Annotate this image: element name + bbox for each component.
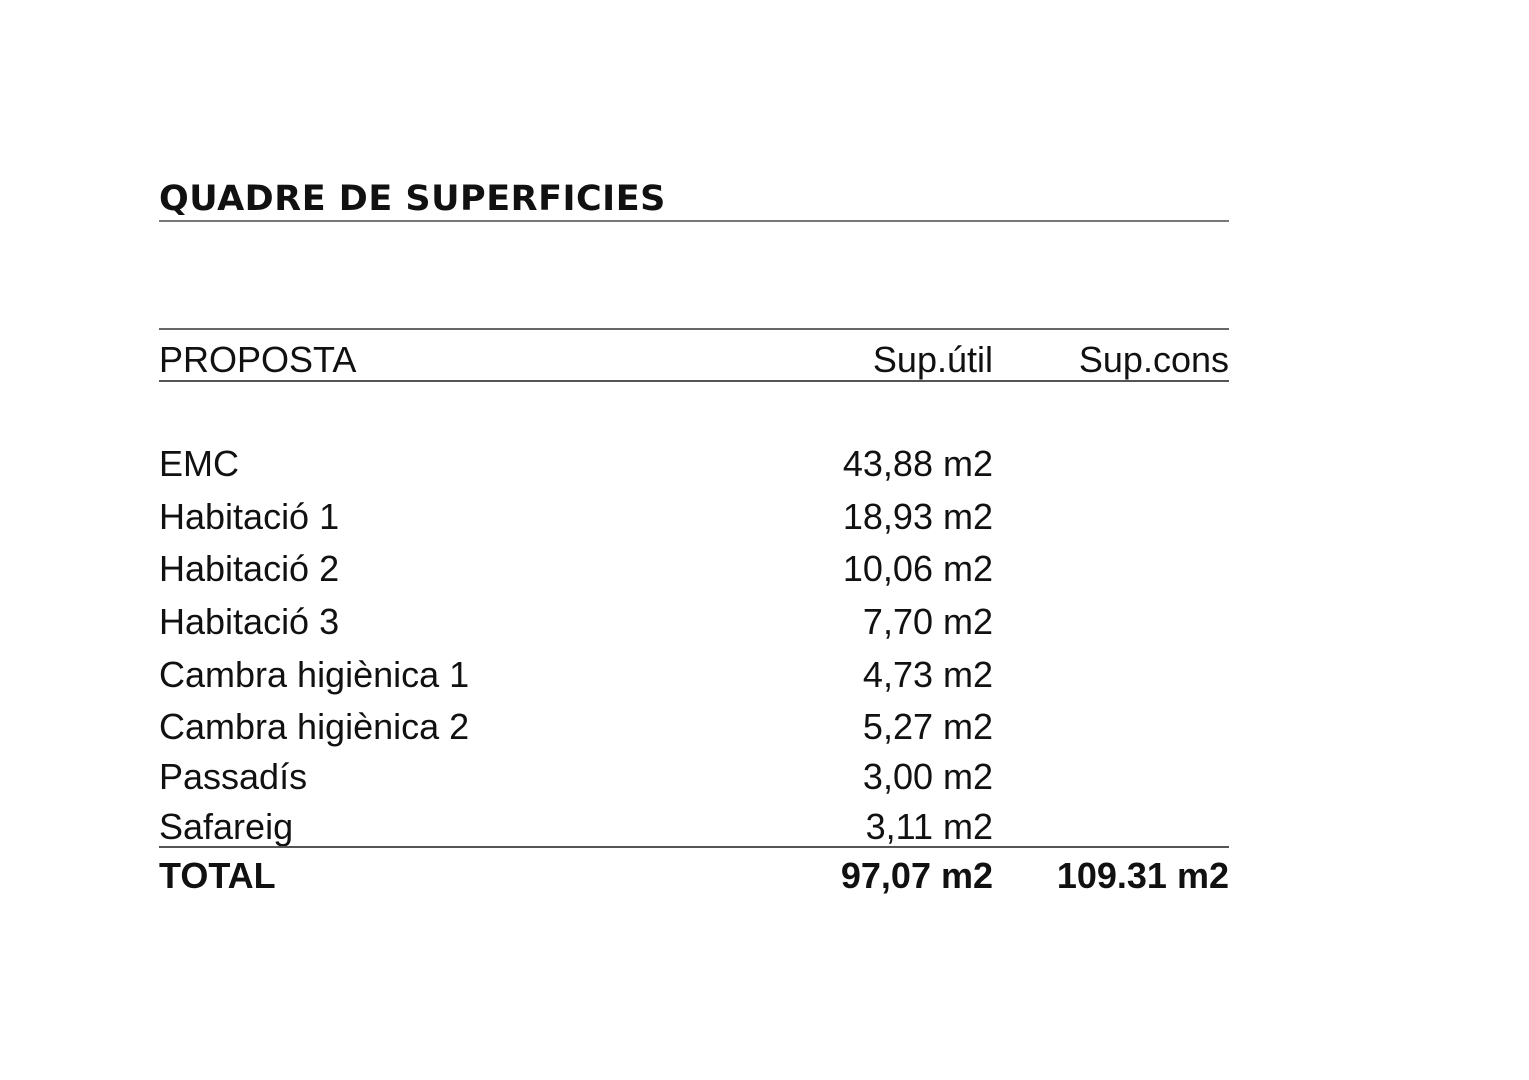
table-row <box>159 807 1229 847</box>
total-sup-util: 97,07 m2 <box>840 855 993 896</box>
room-sup-util: 4,73 m2 <box>862 654 993 695</box>
document-title: QUADRE DE SUPERFICIES <box>159 178 1229 222</box>
table-row <box>159 444 1229 484</box>
header-sup-cons: Sup.cons <box>1078 339 1229 380</box>
table-top-rule <box>159 328 1229 330</box>
table-row <box>159 655 1229 695</box>
header-sup-util: Sup.útil <box>872 339 993 380</box>
room-sup-util: 5,27 m2 <box>862 706 993 747</box>
room-name: Passadís <box>159 756 308 797</box>
room-name: Habitació 1 <box>159 496 340 537</box>
room-sup-util: 43,88 m2 <box>842 443 993 484</box>
table-row <box>159 757 1229 797</box>
room-sup-util: 7,70 m2 <box>862 601 993 642</box>
room-sup-util: 18,93 m2 <box>842 496 993 537</box>
room-name: Cambra higiènica 2 <box>159 706 470 747</box>
room-sup-util: 3,11 m2 <box>865 806 993 847</box>
table-row <box>159 707 1229 747</box>
total-row <box>159 856 1229 896</box>
room-sup-util: 10,06 m2 <box>842 548 993 589</box>
room-sup-util: 3,00 m2 <box>862 756 993 797</box>
table-row <box>159 602 1229 642</box>
header-proposta: PROPOSTA <box>159 339 357 380</box>
table-header-row <box>159 340 1229 382</box>
room-name: Habitació 2 <box>159 548 340 589</box>
total-sup-cons: 109.31 m2 <box>1056 855 1229 896</box>
room-name: Habitació 3 <box>159 601 340 642</box>
total-label: TOTAL <box>159 855 276 896</box>
table-row <box>159 549 1229 589</box>
room-name: Safareig <box>159 806 294 847</box>
total-rule <box>159 846 1229 848</box>
table-row <box>159 497 1229 537</box>
room-name: EMC <box>159 443 239 484</box>
room-name: Cambra higiènica 1 <box>159 654 470 695</box>
